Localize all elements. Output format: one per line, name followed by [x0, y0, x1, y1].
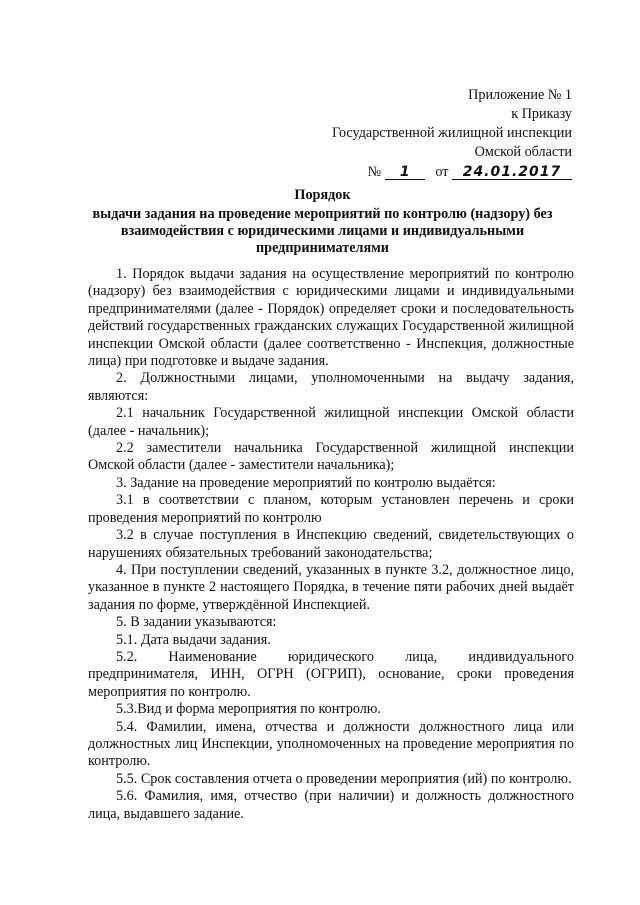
document-title — [60, 187, 585, 257]
order-number-label: № — [367, 164, 382, 180]
paragraph: 3. Задание на проведение мероприятий по контролю выдаётся: — [116, 474, 496, 491]
document-body — [88, 266, 574, 823]
appendix-header — [332, 86, 572, 182]
appendix-authority: Государственной жилищной инспекции — [331, 125, 572, 141]
title-heading: Порядок — [294, 187, 351, 203]
appendix-number: Приложение № 1 — [468, 87, 572, 103]
order-number-handwritten: 1 — [385, 165, 425, 180]
paragraph: 5.4. Фамилии, имена, отчества и должности должностного лица или должностных лиц Инспекции, уполномоченных на проведение мероприятия по контролю. — [88, 718, 574, 770]
paragraph: 5.2. Наименование юридического лица, индивидуального предпринимателя, ИНН, ОГРН (ОГРИП), основание, сроки проведения мероприятия по контролю. — [88, 648, 574, 700]
title-subtitle: выдачи задания на проведение мероприятий по контролю (надзору) без взаимодействия с юридическими лицами и индивидуальными предпринимателями — [92, 206, 553, 256]
paragraph: 4. При поступлении сведений, указанных в пункте 3.2, должностное лицо, указанное в пункте 2 настоящего Порядка, в течение пяти рабочих дней выдаёт задания по форме, утверждённой Инспекцией. — [88, 561, 574, 613]
paragraph: 2.2 заместители начальника Государственной жилищной инспекции Омской области (далее - заместители начальника); — [88, 440, 574, 474]
paragraph: 3.2 в случае поступления в Инспекцию сведений, свидетельствующих о нарушениях обязательных требований законодательства; — [88, 527, 574, 561]
paragraph: 5. В задании указываются: — [116, 614, 277, 631]
paragraph: 5.3.Вид и форма мероприятия по контролю. — [116, 701, 381, 718]
paragraph: 5.5. Срок составления отчета о проведении мероприятия (ий) по контролю. — [116, 770, 572, 787]
order-number-date-line — [332, 163, 572, 182]
order-date-label: от — [435, 164, 449, 180]
paragraph: 3.1 в соответствии с планом, которым установлен перечень и сроки проведения мероприятий по контролю — [88, 492, 574, 526]
appendix-region: Омской области — [474, 144, 572, 160]
order-date-handwritten: 24.01.2017 — [452, 165, 572, 180]
appendix-order-ref: к Приказу — [511, 106, 572, 122]
paragraph: 1. Порядок выдачи задания на осуществление мероприятий по контролю (надзору) без взаимодействия с юридическими лицами и индивидуальными предпринимателями (далее - Порядок) определяет сроки и последовательность действий государственных гражданских служащих Государственной жилищной инспекции Омской области (далее соответственно - Инспекция, должностные лица) при подготовке и выдаче задания. — [88, 266, 574, 370]
paragraph: 2. Должностными лицами, уполномоченными на выдачу задания, являются: — [88, 370, 574, 404]
paragraph: 5.1. Дата выдачи задания. — [116, 631, 271, 648]
paragraph: 5.6. Фамилия, имя, отчество (при наличии) и должность должностного лица, выдавшего задание. — [88, 788, 574, 822]
paragraph: 2.1 начальник Государственной жилищной инспекции Омской области (далее - начальник); — [88, 405, 574, 439]
